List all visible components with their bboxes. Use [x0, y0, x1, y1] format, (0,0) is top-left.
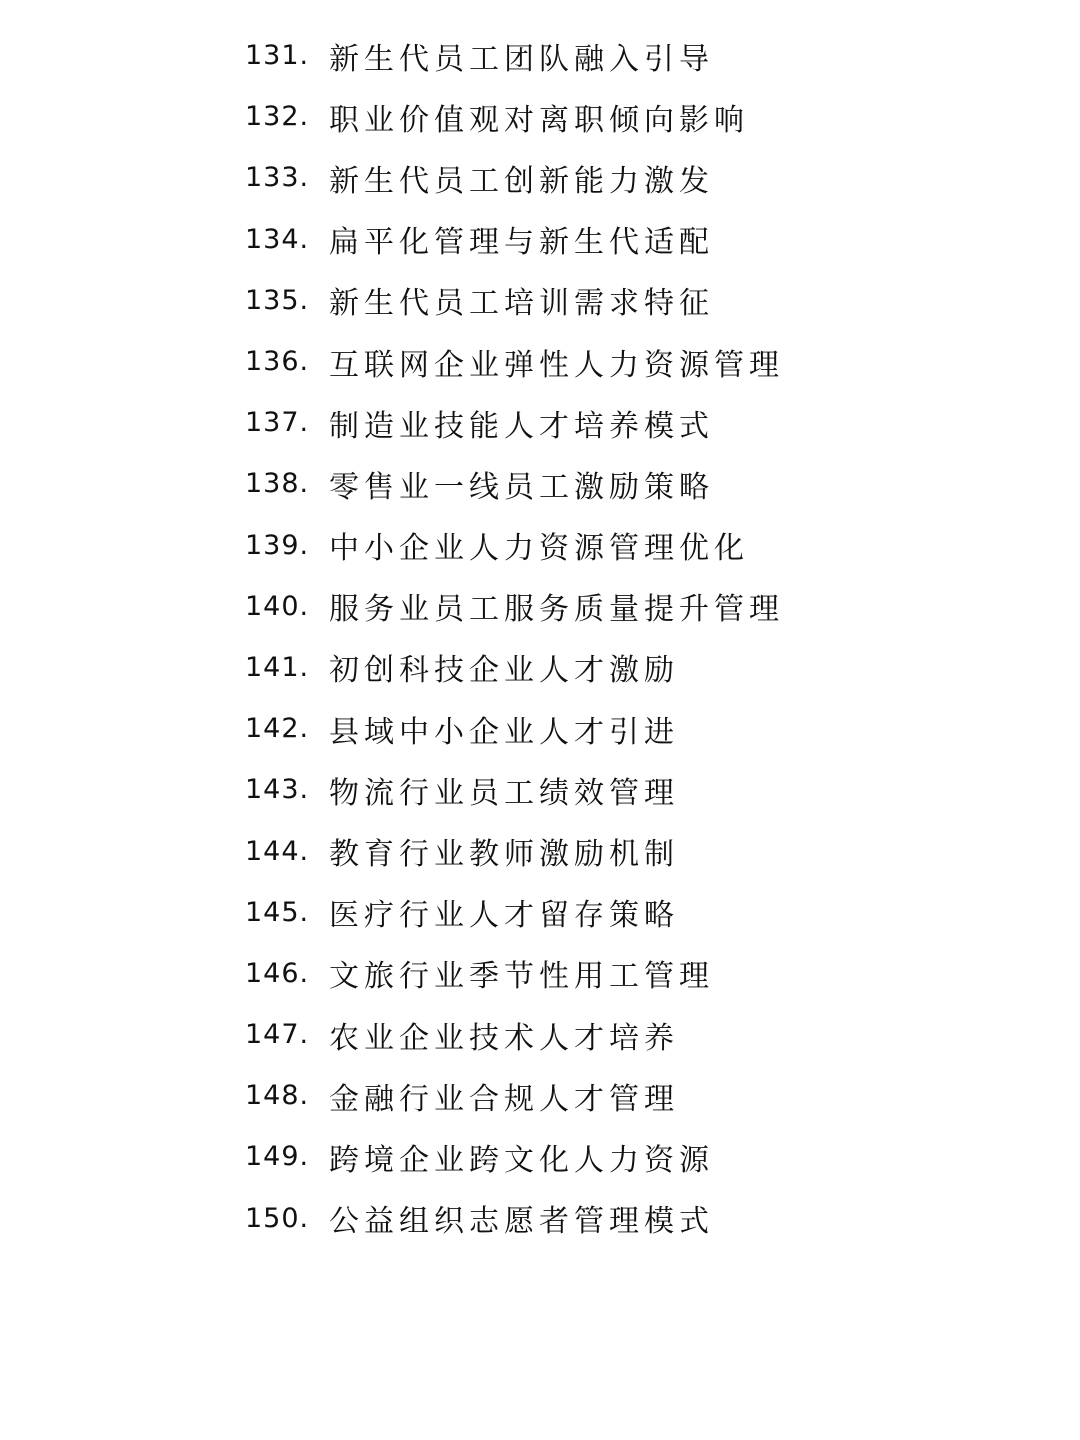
topic-item-144 — [245, 820, 945, 881]
topic-item-148 — [245, 1065, 945, 1126]
topic-number: 142. — [245, 713, 310, 745]
topic-number: 140. — [245, 590, 310, 622]
topic-title: 文旅行业季节性用工管理 — [329, 959, 714, 995]
topic-list — [245, 25, 945, 1249]
topic-title: 新生代员工创新能力激发 — [329, 163, 714, 199]
topic-item-145 — [245, 882, 945, 943]
topic-title: 中小企业人力资源管理优化 — [329, 531, 749, 567]
topic-item-134 — [245, 209, 945, 270]
topic-title: 制造业技能人才培养模式 — [329, 408, 714, 444]
topic-number: 150. — [245, 1202, 310, 1234]
topic-title: 零售业一线员工激励策略 — [329, 469, 714, 505]
topic-number: 133. — [245, 162, 310, 194]
topic-item-147 — [245, 1004, 945, 1065]
topic-title: 新生代员工培训需求特征 — [329, 286, 714, 322]
topic-number: 134. — [245, 223, 310, 255]
topic-title: 教育行业教师激励机制 — [329, 837, 679, 873]
topic-number: 148. — [245, 1080, 310, 1112]
topic-title: 跨境企业跨文化人力资源 — [329, 1142, 714, 1178]
topic-item-131 — [245, 25, 945, 86]
topic-title: 县域中小企业人才引进 — [329, 714, 679, 750]
topic-title: 互联网企业弹性人力资源管理 — [329, 347, 784, 383]
topic-title: 扁平化管理与新生代适配 — [329, 225, 714, 261]
topic-item-132 — [245, 86, 945, 147]
topic-number: 141. — [245, 651, 310, 683]
topic-item-135 — [245, 270, 945, 331]
topic-number: 149. — [245, 1141, 310, 1173]
topic-title: 医疗行业人才留存策略 — [329, 898, 679, 934]
topic-item-137 — [245, 392, 945, 453]
topic-item-133 — [245, 147, 945, 208]
topic-title: 新生代员工团队融入引导 — [329, 41, 714, 77]
topic-item-143 — [245, 759, 945, 820]
topic-number: 135. — [245, 284, 310, 316]
topic-number: 139. — [245, 529, 310, 561]
topic-title: 公益组织志愿者管理模式 — [329, 1204, 714, 1240]
topic-item-140 — [245, 576, 945, 637]
topic-item-146 — [245, 943, 945, 1004]
topic-title: 初创科技企业人才激励 — [329, 653, 679, 689]
topic-item-136 — [245, 331, 945, 392]
topic-number: 136. — [245, 346, 310, 378]
topic-title: 服务业员工服务质量提升管理 — [329, 592, 784, 628]
topic-number: 144. — [245, 835, 310, 867]
topic-item-142 — [245, 698, 945, 759]
topic-number: 138. — [245, 468, 310, 500]
topic-title: 职业价值观对离职倾向影响 — [329, 102, 749, 138]
topic-item-150 — [245, 1188, 945, 1249]
topic-number: 131. — [245, 40, 310, 72]
topic-number: 132. — [245, 101, 310, 133]
topic-number: 147. — [245, 1019, 310, 1051]
topic-number: 145. — [245, 896, 310, 928]
topic-item-149 — [245, 1126, 945, 1187]
topic-number: 146. — [245, 957, 310, 989]
topic-item-139 — [245, 515, 945, 576]
topic-title: 农业企业技术人才培养 — [329, 1020, 679, 1056]
topic-title: 金融行业合规人才管理 — [329, 1081, 679, 1117]
topic-item-138 — [245, 453, 945, 514]
topic-number: 137. — [245, 407, 310, 439]
topic-number: 143. — [245, 774, 310, 806]
topic-item-141 — [245, 637, 945, 698]
topic-title: 物流行业员工绩效管理 — [329, 775, 679, 811]
